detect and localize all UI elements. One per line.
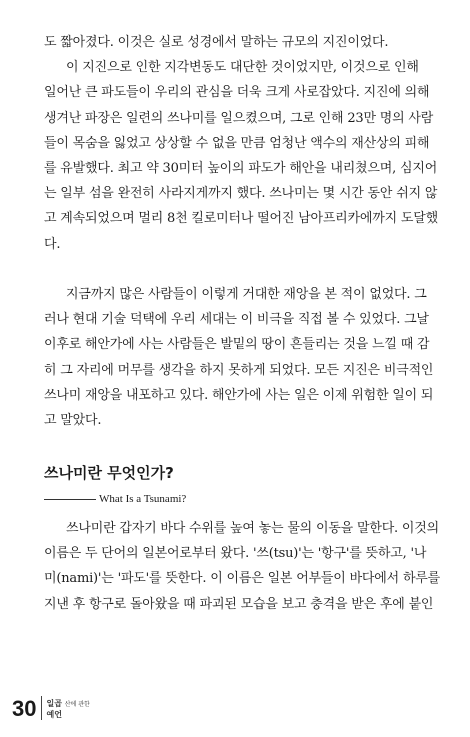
text-line: 러나 현대 기술 덕택에 우리 세대는 이 비극을 직접 볼 수 있었다. 그날 <box>44 312 429 328</box>
text-line: 고 말았다. <box>44 413 102 429</box>
text-line: 들이 목숨을 잃었고 상상할 수 없을 만큼 엄청난 액수의 재산상의 피해 <box>44 135 430 151</box>
text-line: 이 지진으로 인한 지각변동도 대단한 것이었지만, 이것으로 인해 <box>66 60 419 76</box>
paragraph-tsunami-damage <box>44 30 438 257</box>
subtitle-rule <box>44 499 96 500</box>
text-line: 쓰나미란 갑자기 바다 수위를 높여 놓는 물의 이동을 말한다. 이것의 <box>66 521 439 536</box>
section-subtitle <box>44 493 186 505</box>
book-title-part: 산에 관한 <box>64 701 90 708</box>
section-subtitle-text: What Is a Tsunami? <box>99 493 187 505</box>
text-line: 고 계속되었으며 멀리 8천 킬로미터나 떨어진 남아프리카에까지 도달했 <box>44 211 438 227</box>
text-line: 지금까지 많은 사람들이 이렇게 거대한 재앙을 본 적이 없었다. 그 <box>66 287 427 302</box>
text-line: 를 유발했다. 최고 약 30미터 높이의 파도가 해안을 내리쳤으며, 심지어 <box>44 161 438 177</box>
text-line: 생겨난 파장은 일련의 쓰나미를 일으켰으며, 그로 인해 23만 명의 사람 <box>44 110 434 126</box>
paragraph-modern-generation <box>44 282 434 433</box>
book-title-part: 예언 <box>46 710 62 719</box>
text-line: 히 그 자리에 머무를 생각을 하지 못하게 되었다. 모든 지진은 비극적인 <box>44 362 434 378</box>
text-line: 이후로 해안가에 사는 사람들은 발밑의 땅이 흔들리는 것을 느낄 때 감 <box>44 337 430 353</box>
text-line: 이름은 두 단어의 일본어로부터 왔다. '쓰(tsu)'는 '항구'를 뜻하고, '나 <box>44 546 427 562</box>
text-line: 쓰나미 재앙을 내포하고 있다. 해안가에 사는 일은 이제 위험한 일이 되 <box>44 387 434 403</box>
text-line: 는 일부 섬을 완전히 사라지게까지 했다. 쓰나미는 몇 시간 동안 쉬지 않 <box>44 186 438 202</box>
text-line: 지낸 후 항구로 돌아왔을 때 파괴된 모습을 보고 충격을 받은 후에 붙인 <box>44 596 434 612</box>
text-line: 다. <box>44 236 61 252</box>
page-number: 30 <box>12 696 37 721</box>
footer-divider <box>41 696 42 720</box>
text-line: 도 짧아졌다. 이것은 실로 성경에서 말하는 규모의 지진이었다. <box>44 35 389 50</box>
text-line: 일어난 큰 파도들이 우리의 관심을 더욱 크게 사로잡았다. 지진에 의해 <box>44 85 430 101</box>
book-title <box>46 699 89 720</box>
page-footer <box>12 696 90 720</box>
paragraph-tsunami-definition <box>44 516 441 617</box>
section-heading: 쓰나미란 무엇인가? <box>44 464 174 482</box>
book-title-part: 일곱 <box>46 699 62 708</box>
text-line: 미(nami)'는 '파도'를 뜻한다. 이 이름은 일본 어부들이 바다에서 하루를 <box>44 571 441 587</box>
